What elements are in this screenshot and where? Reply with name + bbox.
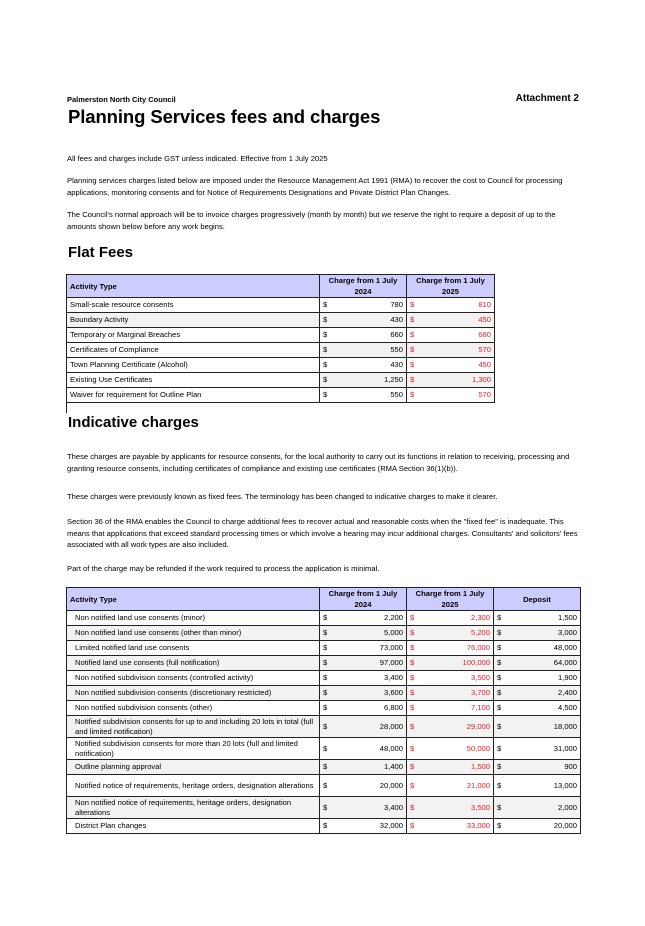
currency-symbol: $ <box>410 345 415 354</box>
amount: 6,800 <box>383 703 403 712</box>
charge-2024-cell <box>320 775 407 797</box>
currency-symbol: $ <box>497 688 502 697</box>
currency-symbol: $ <box>410 762 415 771</box>
charge-2025-cell <box>407 611 494 626</box>
intro-invoice-paragraph: The Council's normal approach will be to invoice charges progressively (month by month) but we reserve the right to require a deposit of up to the amounts shown below before any work begins. <box>67 210 556 231</box>
amount: 900 <box>564 762 577 771</box>
charge-2024-cell <box>320 819 407 834</box>
currency-symbol: $ <box>323 821 328 830</box>
charge-2024-cell <box>320 328 407 343</box>
table-row <box>67 701 581 716</box>
charge-2024-cell <box>320 656 407 671</box>
activity-type-cell: Temporary or Marginal Breaches <box>67 328 320 343</box>
table-row <box>67 313 495 328</box>
currency-symbol: $ <box>497 762 502 771</box>
currency-symbol: $ <box>323 780 328 790</box>
currency-symbol: $ <box>323 613 328 622</box>
activity-type-cell: Existing Use Certificates <box>67 373 320 388</box>
table-row <box>67 373 495 388</box>
currency-symbol: $ <box>410 390 415 399</box>
table-row <box>67 775 581 797</box>
currency-symbol: $ <box>410 375 415 384</box>
currency-symbol: $ <box>497 673 502 682</box>
charge-2025-cell <box>407 671 494 686</box>
table-header-row <box>67 275 495 298</box>
currency-symbol: $ <box>410 780 415 790</box>
indicative-charges-table <box>66 587 581 834</box>
currency-symbol: $ <box>497 613 502 622</box>
amount: 3,500 <box>470 673 490 682</box>
attachment-label: Attachment 2 <box>515 93 579 104</box>
currency-symbol: $ <box>410 658 415 667</box>
table-row <box>67 611 581 626</box>
deposit-cell <box>494 716 581 738</box>
currency-symbol: $ <box>323 658 328 667</box>
charge-2024-cell <box>320 373 407 388</box>
currency-symbol: $ <box>323 375 328 384</box>
amount: 1,900 <box>557 673 577 682</box>
currency-symbol: $ <box>497 658 502 667</box>
charge-2025-cell <box>407 641 494 656</box>
amount: 28,000 <box>379 721 403 731</box>
amount: 450 <box>478 315 491 324</box>
column-header-2025: Charge from 1 July 2025 <box>407 588 494 611</box>
currency-symbol: $ <box>410 802 415 812</box>
amount: 20,000 <box>379 780 403 790</box>
amount: 3,000 <box>557 628 577 637</box>
column-header-2024: Charge from 1 July 2024 <box>320 588 407 611</box>
page-title: Planning Services fees and charges <box>68 106 381 127</box>
table-row <box>67 388 495 403</box>
amount: 5,200 <box>470 628 490 637</box>
column-header-2025: Charge from 1 July 2025 <box>407 275 495 298</box>
currency-symbol: $ <box>497 703 502 712</box>
charge-2025-cell <box>407 388 495 403</box>
activity-type-cell: Limited notified land use consents <box>67 641 320 656</box>
activity-type-cell: Small-scale resource consents <box>67 298 320 313</box>
charge-2025-cell <box>407 760 494 775</box>
amount: 2,000 <box>557 802 577 812</box>
charge-2024-cell <box>320 797 407 819</box>
currency-symbol: $ <box>323 360 328 369</box>
table-row <box>67 716 581 738</box>
charge-2024-cell <box>320 343 407 358</box>
deposit-cell <box>494 656 581 671</box>
amount: 1,500 <box>470 762 490 771</box>
currency-symbol: $ <box>410 643 415 652</box>
indicative-para-payable: These charges are payable by applicants for resource consents, for the local authority to carry out its functions in relation to receiving, processing and granting resource consents, including certificates of compliance and existing use certificates (RMA Section 36(1)(b)). <box>67 452 570 473</box>
table-row <box>67 298 495 313</box>
table-row <box>67 626 581 641</box>
currency-symbol: $ <box>410 703 415 712</box>
organisation-name: Palmerston North City Council <box>67 95 176 104</box>
amount: 450 <box>478 360 491 369</box>
currency-symbol: $ <box>410 613 415 622</box>
indicative-charges-heading: Indicative charges <box>68 414 199 431</box>
deposit-cell <box>494 626 581 641</box>
table-row <box>67 819 581 834</box>
charge-2024-cell <box>320 738 407 760</box>
table-row <box>67 641 581 656</box>
charge-2025-cell <box>407 686 494 701</box>
activity-type-cell: Non notified subdivision consents (other) <box>67 701 320 716</box>
charge-2024-cell <box>320 313 407 328</box>
currency-symbol: $ <box>323 643 328 652</box>
currency-symbol: $ <box>497 628 502 637</box>
currency-symbol: $ <box>323 315 328 324</box>
amount: 780 <box>390 300 403 309</box>
amount: 48,000 <box>379 743 403 753</box>
currency-symbol: $ <box>323 743 328 753</box>
amount: 1,300 <box>471 375 491 384</box>
table-row <box>67 328 495 343</box>
table-row <box>67 671 581 686</box>
charge-2024-cell <box>320 611 407 626</box>
column-header-activity: Activity Type <box>67 588 320 611</box>
activity-type-cell: Non notified land use consents (minor) <box>67 611 320 626</box>
currency-symbol: $ <box>323 762 328 771</box>
amount: 1,250 <box>383 375 403 384</box>
amount: 2,300 <box>470 613 490 622</box>
amount: 570 <box>478 390 491 399</box>
currency-symbol: $ <box>323 721 328 731</box>
charge-2024-cell <box>320 388 407 403</box>
amount: 64,000 <box>553 658 577 667</box>
amount: 5,000 <box>383 628 403 637</box>
charge-2024-cell <box>320 298 407 313</box>
charge-2025-cell <box>407 373 495 388</box>
activity-type-cell: Non notified notice of requirements, heritage orders, designation alterations <box>67 797 320 819</box>
activity-type-cell: Non notified subdivision consents (controlled activity) <box>67 671 320 686</box>
column-header-deposit: Deposit <box>494 588 581 611</box>
amount: 570 <box>478 345 491 354</box>
activity-type-cell: Non notified subdivision consents (discretionary restricted) <box>67 686 320 701</box>
indicative-para-terminology: These charges were previously known as fixed fees. The terminology has been changed to indicative charges to make it clearer. <box>67 492 498 501</box>
table-row <box>67 686 581 701</box>
amount: 4,500 <box>557 703 577 712</box>
activity-type-cell: Waiver for requirement for Outline Plan <box>67 388 320 403</box>
deposit-cell <box>494 641 581 656</box>
currency-symbol: $ <box>497 821 502 830</box>
amount: 7,100 <box>470 703 490 712</box>
amount: 32,000 <box>379 821 403 830</box>
amount: 21,000 <box>466 780 490 790</box>
amount: 680 <box>478 330 491 339</box>
table-row <box>67 343 495 358</box>
table-row <box>67 358 495 373</box>
intro-gst-note: All fees and charges include GST unless indicated. Effective from 1 July 2025 <box>67 154 328 163</box>
deposit-cell <box>494 738 581 760</box>
flat-fees-heading: Flat Fees <box>68 244 134 261</box>
charge-2024-cell <box>320 671 407 686</box>
activity-type-cell: District Plan changes <box>67 819 320 834</box>
activity-type-cell: Notified notice of requirements, heritage orders, designation alterations <box>67 775 320 797</box>
charge-2024-cell <box>320 716 407 738</box>
currency-symbol: $ <box>323 628 328 637</box>
currency-symbol: $ <box>497 802 502 812</box>
charge-2025-cell <box>407 797 494 819</box>
charge-2025-cell <box>407 738 494 760</box>
currency-symbol: $ <box>410 743 415 753</box>
charge-2025-cell <box>407 656 494 671</box>
currency-symbol: $ <box>410 673 415 682</box>
currency-symbol: $ <box>497 643 502 652</box>
amount: 31,000 <box>553 743 577 753</box>
currency-symbol: $ <box>323 300 328 309</box>
amount: 33,000 <box>466 821 490 830</box>
amount: 810 <box>478 300 491 309</box>
currency-symbol: $ <box>323 390 328 399</box>
currency-symbol: $ <box>323 345 328 354</box>
amount: 100,000 <box>462 658 490 667</box>
amount: 20,000 <box>553 821 577 830</box>
activity-type-cell: Notified subdivision consents for more than 20 lots (full and limited notification) <box>67 738 320 760</box>
charge-2025-cell <box>407 775 494 797</box>
deposit-cell <box>494 819 581 834</box>
amount: 1,400 <box>383 762 403 771</box>
deposit-cell <box>494 686 581 701</box>
indicative-para-section36: Section 36 of the RMA enables the Council to charge additional fees to recover actual and reasonable costs when the "fixed fee" is inadequate. This means that applications that exceed standard processing times or which involve a hearing may incur additional charges. Consultants' and solicitors' fees associated with all work types are also included. <box>67 517 578 550</box>
amount: 18,000 <box>553 721 577 731</box>
currency-symbol: $ <box>410 721 415 731</box>
charge-2024-cell <box>320 626 407 641</box>
deposit-cell <box>494 797 581 819</box>
table-border-artifact <box>66 402 67 413</box>
charge-2025-cell <box>407 328 495 343</box>
currency-symbol: $ <box>410 628 415 637</box>
currency-symbol: $ <box>497 780 502 790</box>
amount: 660 <box>390 330 403 339</box>
charge-2025-cell <box>407 819 494 834</box>
charge-2024-cell <box>320 641 407 656</box>
amount: 48,000 <box>553 643 577 652</box>
intro-rma-paragraph: Planning services charges listed below are imposed under the Resource Management Act 1991 (RMA) to recover the cost to Council for processing applications, monitoring consents and for Notice of Requirements Designations and Private District Plan Changes. <box>67 176 563 197</box>
activity-type-cell: Notified subdivision consents for up to and including 20 lots in total (full and limited notification) <box>67 716 320 738</box>
activity-type-cell: Certificates of Compliance <box>67 343 320 358</box>
activity-type-cell: Non notified land use consents (other than minor) <box>67 626 320 641</box>
charge-2025-cell <box>407 343 495 358</box>
column-header-activity: Activity Type <box>67 275 320 298</box>
currency-symbol: $ <box>497 743 502 753</box>
amount: 3,500 <box>470 802 490 812</box>
currency-symbol: $ <box>323 802 328 812</box>
charge-2025-cell <box>407 626 494 641</box>
table-row <box>67 656 581 671</box>
currency-symbol: $ <box>410 315 415 324</box>
amount: 97,000 <box>379 658 403 667</box>
amount: 3,400 <box>383 802 403 812</box>
amount: 13,000 <box>553 780 577 790</box>
amount: 2,400 <box>557 688 577 697</box>
table-row <box>67 760 581 775</box>
amount: 550 <box>390 390 403 399</box>
currency-symbol: $ <box>497 721 502 731</box>
currency-symbol: $ <box>410 688 415 697</box>
amount: 2,200 <box>383 613 403 622</box>
deposit-cell <box>494 760 581 775</box>
table-header-row <box>67 588 581 611</box>
currency-symbol: $ <box>323 688 328 697</box>
flat-fees-table <box>66 274 495 403</box>
indicative-para-refund: Part of the charge may be refunded if the work required to process the application is minimal. <box>67 564 380 573</box>
currency-symbol: $ <box>410 360 415 369</box>
amount: 29,000 <box>466 721 490 731</box>
amount: 3,400 <box>383 673 403 682</box>
charge-2024-cell <box>320 358 407 373</box>
amount: 73,000 <box>379 643 403 652</box>
deposit-cell <box>494 701 581 716</box>
amount: 76,000 <box>466 643 490 652</box>
amount: 550 <box>390 345 403 354</box>
currency-symbol: $ <box>323 703 328 712</box>
activity-type-cell: Outline planning approval <box>67 760 320 775</box>
amount: 430 <box>390 360 403 369</box>
currency-symbol: $ <box>323 673 328 682</box>
currency-symbol: $ <box>410 300 415 309</box>
amount: 3,700 <box>470 688 490 697</box>
deposit-cell <box>494 671 581 686</box>
table-row <box>67 738 581 760</box>
table-row <box>67 797 581 819</box>
amount: 430 <box>390 315 403 324</box>
activity-type-cell: Boundary Activity <box>67 313 320 328</box>
deposit-cell <box>494 611 581 626</box>
charge-2025-cell <box>407 358 495 373</box>
deposit-cell <box>494 775 581 797</box>
currency-symbol: $ <box>410 330 415 339</box>
amount: 1,500 <box>557 613 577 622</box>
column-header-2024: Charge from 1 July 2024 <box>320 275 407 298</box>
activity-type-cell: Notified land use consents (full notification) <box>67 656 320 671</box>
charge-2025-cell <box>407 716 494 738</box>
charge-2024-cell <box>320 760 407 775</box>
activity-type-cell: Town Planning Certificate (Alcohol) <box>67 358 320 373</box>
charge-2025-cell <box>407 298 495 313</box>
charge-2025-cell <box>407 701 494 716</box>
charge-2025-cell <box>407 313 495 328</box>
charge-2024-cell <box>320 686 407 701</box>
currency-symbol: $ <box>323 330 328 339</box>
amount: 50,000 <box>466 743 490 753</box>
currency-symbol: $ <box>410 821 415 830</box>
charge-2024-cell <box>320 701 407 716</box>
amount: 3,600 <box>383 688 403 697</box>
